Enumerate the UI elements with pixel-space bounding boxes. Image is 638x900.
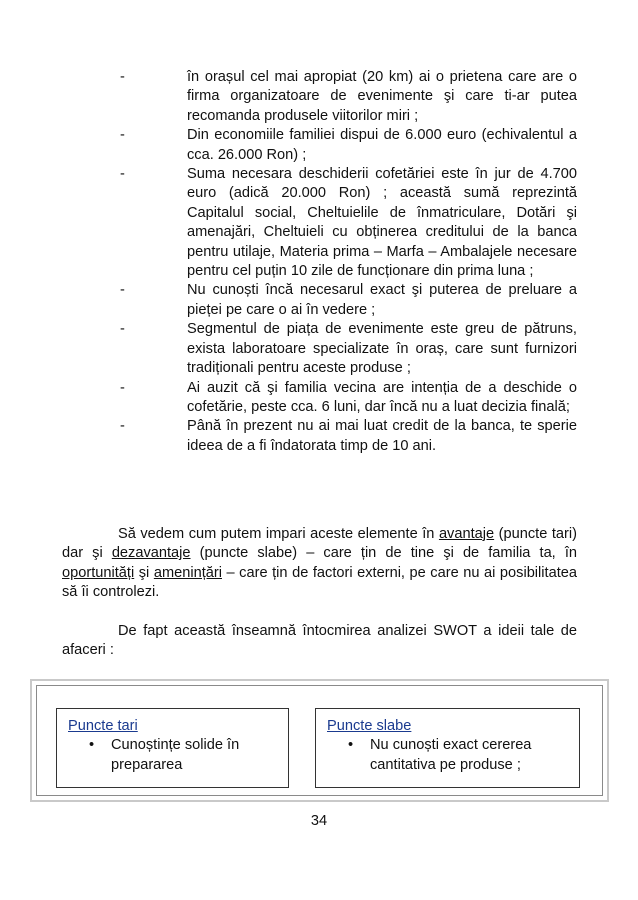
- bullet-dot: •: [348, 737, 354, 754]
- swot-frame-inner: [36, 685, 603, 796]
- list-item-text: Segmentul de piața de evenimente este greu de pătruns, exista laboratoare specializate în oraș, care sunt furnizori tradiționali pentru aceste produse ;: [187, 321, 577, 377]
- text-run: – care țin de factori externi, pe care nu ai posibilitatea să îi controlezi.: [62, 564, 577, 601]
- weaknesses-title: Puncte slabe: [327, 718, 412, 734]
- text-run: şi: [134, 564, 154, 581]
- text-run: (puncte slabe) – care țin de tine şi de familia ta, în: [190, 545, 577, 562]
- text-run: (puncte tari) dar şi: [62, 526, 577, 562]
- page-number: 34: [310, 813, 328, 829]
- list-item-text: Din economiile familiei dispui de 6.000 euro (echivalentul a cca. 26.000 Ron) ;: [187, 127, 577, 163]
- list-item-text: Suma necesara deschiderii cofetăriei este în jur de 4.700 euro (adică 20.000 Ron) ; această sumă reprezintă Capitalul social, Cheltuielile de înmatriculare, Dotări şi amenajări, Cheltuieli cu obținerea creditului de la banca pentru utilaje, Materia prima – Marfa – Ambalajele necesare pentru cel puțin 10 zile de funcționare din prima luna ;: [187, 166, 577, 280]
- bullet-list: [0, 68, 638, 456]
- strengths-item-text: Cunoștințe solide în prepararea: [111, 737, 240, 773]
- list-item: [0, 165, 638, 281]
- underlined-term-dezavantaje: dezavantaje: [111, 545, 191, 562]
- list-item: [0, 126, 638, 165]
- body-paragraph-elements: [62, 525, 577, 603]
- underlined-term-oportunitati: oportunități: [62, 564, 135, 581]
- list-item: [0, 68, 638, 126]
- weaknesses-item: [327, 736, 569, 775]
- list-item-text: Până în prezent nu ai mai luat credit de la banca, te sperie ideea de a fi îndatorata timp de 10 ani.: [187, 418, 577, 454]
- bullet-dot: •: [89, 737, 95, 754]
- list-item-text: Nu cunoști încă necesarul exact şi puterea de preluare a pieței pe care o ai în vedere ;: [187, 282, 577, 318]
- list-item: [0, 281, 638, 320]
- weaknesses-item-text: Nu cunoști exact cererea cantitativa pe produse ;: [370, 737, 532, 773]
- list-dash: -: [120, 69, 125, 85]
- list-item-text: Ai auzit că şi familia vecina are intenția de a deschide o cofetărie, peste cca. 6 luni, dar încă nu a luat decizia finală;: [187, 379, 577, 415]
- strengths-item: [68, 736, 278, 775]
- list-item-text: în orașul cel mai apropiat (20 km) ai o prietena care are o firma organizatoare de evenimente şi care ti-ar putea recomanda produsele viitorilor miri ;: [187, 69, 577, 124]
- list-item: [0, 417, 638, 456]
- text-run: Să vedem cum putem impari aceste elemente în: [118, 526, 439, 542]
- strengths-title: Puncte tari: [68, 718, 138, 734]
- swot-weaknesses-box: [315, 708, 580, 788]
- list-dash: -: [120, 127, 125, 144]
- swot-strengths-box: [56, 708, 289, 788]
- underlined-term-avantaje: avantaje: [438, 526, 495, 542]
- list-dash: -: [120, 321, 125, 338]
- list-dash: -: [120, 166, 125, 183]
- body-paragraph-swot: De fapt această înseamnă întocmirea analizei SWOT a ideii tale de afaceri :: [62, 623, 577, 659]
- list-dash: -: [120, 282, 125, 299]
- swot-frame: [30, 679, 609, 802]
- underlined-term-amenintari: amenințări: [153, 564, 222, 581]
- list-item: [0, 320, 638, 378]
- list-dash: -: [120, 418, 125, 435]
- list-dash: -: [120, 379, 125, 396]
- list-item: [0, 379, 638, 418]
